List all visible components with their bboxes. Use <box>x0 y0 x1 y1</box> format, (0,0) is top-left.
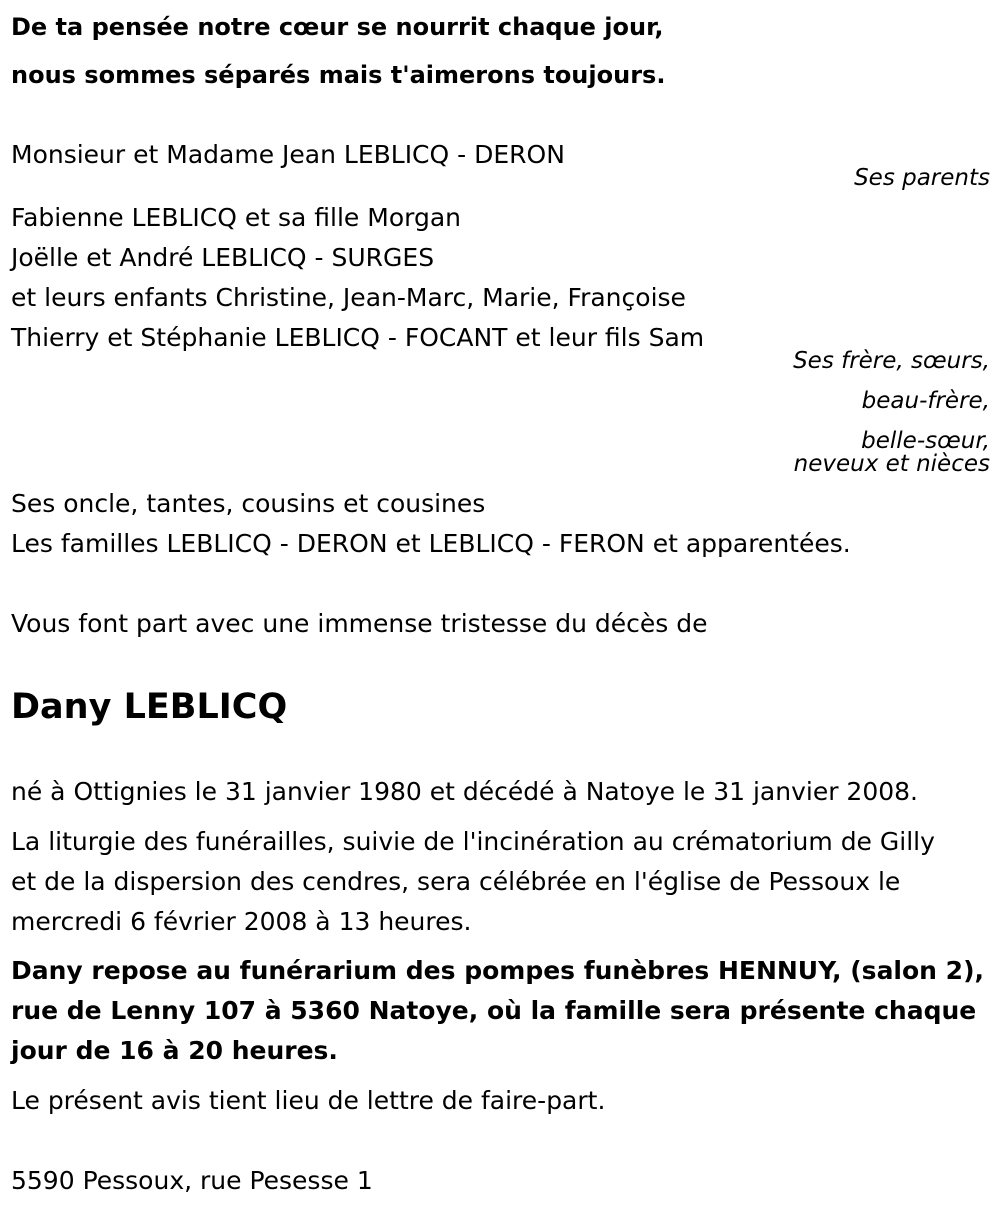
address: 5590 Pessoux, rue Pesesse 1 <box>11 1166 373 1195</box>
funerarium-line: Dany repose au funérarium des pompes funèbres HENNUY, (salon 2), <box>11 956 984 985</box>
notice: Le présent avis tient lieu de lettre de faire-part. <box>11 1086 606 1115</box>
parents-line: Monsieur et Madame Jean LEBLICQ - DERON <box>11 140 565 169</box>
funeral-line: et de la dispersion des cendres, sera célébrée en l'église de Pessoux le <box>11 867 901 896</box>
siblings-label-1: Ses frère, sœurs, <box>793 348 990 374</box>
poem-line-2: nous sommes séparés mais t'aimerons toujours. <box>11 61 666 89</box>
relatives-line: Les familles LEBLICQ - DERON et LEBLICQ - FERON et apparentées. <box>11 529 851 558</box>
funeral-line: La liturgie des funérailles, suivie de l'incinération au crématorium de Gilly <box>11 827 935 856</box>
sibling-line: Thierry et Stéphanie LEBLICQ - FOCANT et leur fils Sam <box>11 323 705 352</box>
sibling-line: et leurs enfants Christine, Jean-Marc, Marie, Françoise <box>11 283 686 312</box>
deceased-name: Dany LEBLICQ <box>11 687 288 727</box>
birth-death: né à Ottignies le 31 janvier 1980 et décédé à Natoye le 31 janvier 2008. <box>11 777 919 806</box>
funeral-line: mercredi 6 février 2008 à 13 heures. <box>11 907 472 936</box>
funerarium-line: jour de 16 à 20 heures. <box>11 1036 338 1065</box>
siblings-label-4: neveux et nièces <box>793 451 990 477</box>
sibling-line: Fabienne LEBLICQ et sa fille Morgan <box>11 203 461 232</box>
siblings-label-3: belle-sœur, <box>861 428 990 454</box>
announcement: Vous font part avec une immense tristesse du décès de <box>11 609 708 638</box>
siblings-label-2: beau-frère, <box>861 388 990 414</box>
poem-line-1: De ta pensée notre cœur se nourrit chaque jour, <box>11 13 664 41</box>
relatives-line: Ses oncle, tantes, cousins et cousines <box>11 489 486 518</box>
parents-label: Ses parents <box>854 165 990 191</box>
funerarium-line: rue de Lenny 107 à 5360 Natoye, où la famille sera présente chaque <box>11 996 977 1025</box>
sibling-line: Joëlle et André LEBLICQ - SURGES <box>11 243 435 272</box>
